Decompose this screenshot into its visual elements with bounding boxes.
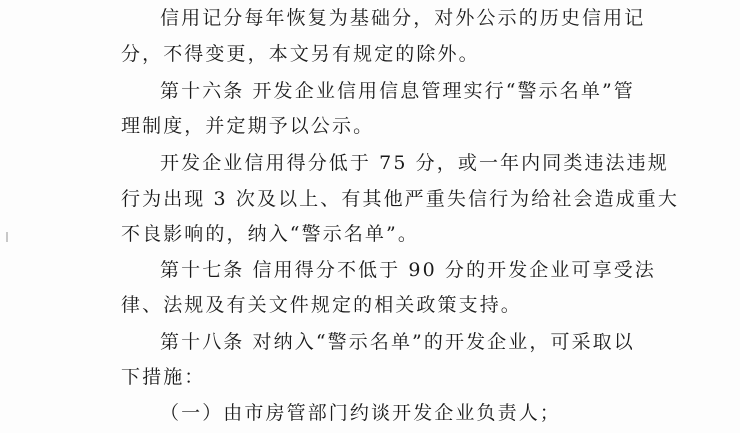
article-16-heading-line: 第十六条 开发企业信用信息管理实行“警示名单”管 [160, 80, 635, 102]
article-18-heading-line: 第十八条 对纳入“警示名单”的开发企业，可采取以 [160, 331, 635, 353]
paragraph-line: 开发企业信用得分低于 75 分，或一年内同类违法违规 [160, 152, 669, 174]
paragraph-line: 不良影响的，纳入“警示名单”。 [121, 223, 419, 245]
paragraph-line: 下措施： [121, 366, 206, 388]
paragraph-line: 律、法规及有关文件规定的相关政策支持。 [121, 294, 522, 316]
page-edge-mark [6, 232, 8, 242]
paragraph-line: 行为出现 3 次及以上、有其他严重失信行为给社会造成重大 [121, 188, 679, 210]
paragraph-line: 信用记分每年恢复为基础分，对外公示的历史信用记 [160, 7, 646, 29]
paragraph-line: 分，不得变更，本文另有规定的除外。 [121, 43, 480, 65]
list-item-line: （一）由市房管部门约谈开发企业负责人； [160, 402, 561, 424]
paragraph-line: 理制度，并定期予以公示。 [121, 115, 375, 137]
article-17-heading-line: 第十七条 信用得分不低于 90 分的开发企业可享受法 [160, 259, 656, 281]
